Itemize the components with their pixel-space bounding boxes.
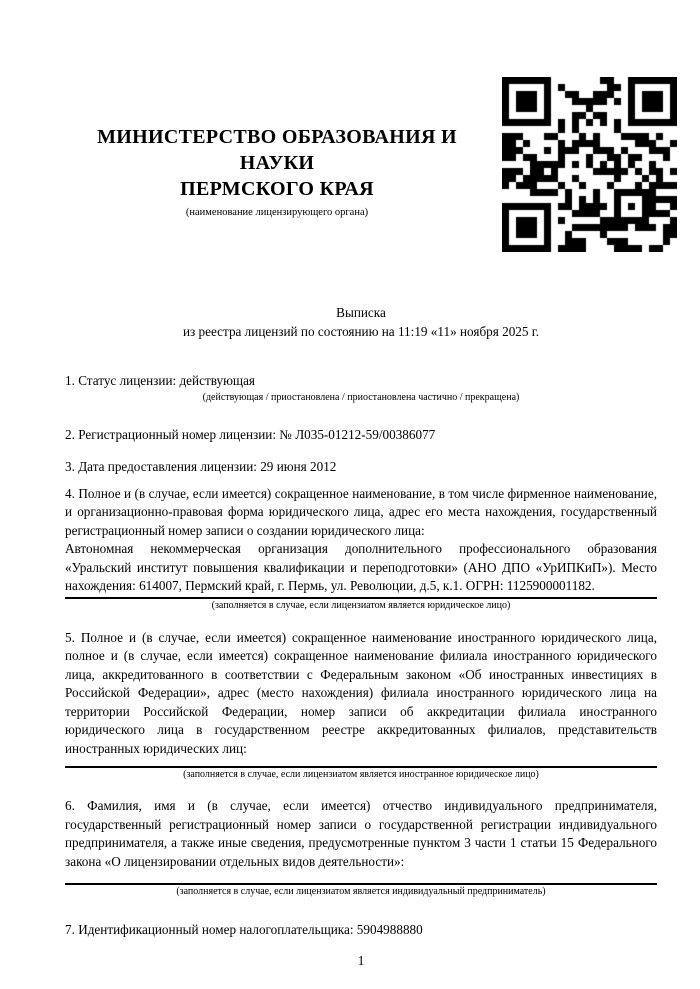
item-1-options-caption: (действующая / приостановлена / приостановлена частично / прекращена) bbox=[202, 391, 520, 403]
item-5-foreign-entity-label: 5. Полное и (в случае, если имеется) сокращенное наименование иностранного юридического лица, полное и (в случае, если имеется) сокращенное наименование филиала иностранного юридического лица, аккредитованного в соответствии с Федеральным законом «Об иностранных инвестициях в Российской Федерации», адрес (место нахождения) филиала иностранного юридического лица на территории Российской Федерации, номер записи об аккредитации филиала иностранного юридического лица в государственном реестре аккредитованных филиалов, представительств иностранных юридических лиц: bbox=[65, 629, 657, 756]
ministry-name-line2: ПЕРМСКОГО КРАЯ bbox=[180, 178, 374, 200]
licensing-authority-block bbox=[63, 124, 491, 219]
document-title-line2: из реестра лицензий по состоянию на 11:19 «11» ноября 2025 г. bbox=[182, 323, 540, 339]
document-header bbox=[0, 0, 700, 260]
item-4-caption: (заполняется в случае, если лицензиатом является юридическое лицо) bbox=[211, 599, 511, 611]
item-4-legal-entity-section bbox=[65, 485, 657, 596]
item-7-taxpayer-number: 7. Идентификационный номер налогоплательщика: 5904988880 bbox=[65, 922, 423, 937]
item-6-caption: (заполняется в случае, если лицензиатом является индивидуальный предприниматель) bbox=[176, 886, 546, 897]
document-title-line1: Выписка bbox=[336, 305, 386, 320]
item-4-legal-entity-label: 4. Полное и (в случае, если имеется) сокращенное наименование, в том числе фирменное наименование, и организационно-правовая форма юридического лица, адрес его места нахождения, государственный регистрационный номер записи о создании юридического лица: bbox=[65, 485, 657, 538]
qr-code-icon bbox=[502, 77, 677, 252]
document-body bbox=[0, 304, 700, 970]
document-title bbox=[65, 304, 657, 341]
item-3-grant-date: 3. Дата предоставления лицензии: 29 июня 2012 bbox=[65, 459, 337, 474]
ministry-name-caption: (наименование лицензирующего органа) bbox=[185, 207, 369, 218]
item-1-license-status: 1. Статус лицензии: действующая bbox=[65, 373, 256, 388]
item-5-caption: (заполняется в случае, если лицензиатом является иностранное юридическое лицо) bbox=[183, 769, 539, 780]
ministry-name-line1: МИНИСТЕРСТВО ОБРАЗОВАНИЯ И НАУКИ bbox=[97, 126, 457, 174]
item-6-entrepreneur-label: 6. Фамилия, имя и (в случае, если имеется) отчество индивидуального предпринимателя, государственный регистрационный номер записи о государственной регистрации индивидуального предпринимателя, а также иные сведения, предусмотренные пунктом 3 части 1 статьи 15 Федерального закона «О лицензировании отдельных видов деятельности»: bbox=[65, 798, 657, 869]
page-number: 1 bbox=[357, 952, 365, 968]
item-2-registration-number: 2. Регистрационный номер лицензии: № Л035-01212-59/00386077 bbox=[65, 426, 436, 442]
item-4-legal-entity-value: Автономная некоммерческая организация дополнительного профессионального образования «Уральский институт повышения квалификации и переподготовки» (АНО ДПО «УрИПКиП»). Место нахождения: 614007, Пермский край, г. Пермь, ул. Революции, д.5, к.1. ОГРН: 1125900001182. bbox=[65, 541, 657, 593]
